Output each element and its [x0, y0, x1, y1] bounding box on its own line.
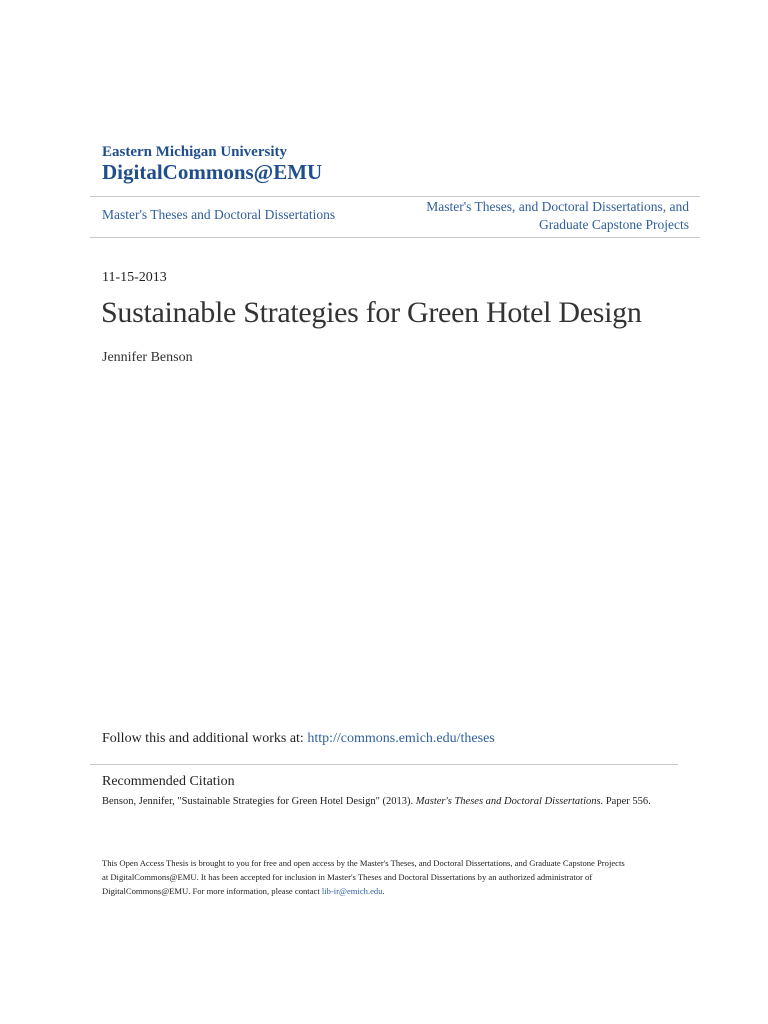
collection-link-line-1[interactable]: Master's Theses, and Doctoral Dissertations, and: [426, 199, 689, 214]
publication-date: 11-15-2013: [102, 270, 167, 285]
header-divider-top: [90, 196, 700, 197]
follow-line: [102, 731, 495, 747]
citation-prefix: Benson, Jennifer, "Sustainable Strategies for Green Hotel Design" (2013).: [102, 796, 416, 807]
author-name: Jennifer Benson: [102, 350, 193, 365]
statement-line-2: at DigitalCommons@EMU. It has been accepted for inclusion in Master's Theses and Doctoral Dissertations by an authorized administrator of: [102, 872, 593, 882]
repository-name[interactable]: DigitalCommons@EMU: [102, 160, 323, 184]
access-statement: [102, 856, 682, 898]
citation-divider: [90, 764, 678, 765]
citation-heading: Recommended Citation: [102, 774, 235, 789]
citation-text: [102, 796, 651, 807]
statement-line-3-suffix: .: [382, 886, 385, 896]
citation-series: Master's Theses and Doctoral Dissertations.: [415, 796, 604, 807]
citation-suffix: Paper 556.: [603, 796, 651, 807]
contact-email-link[interactable]: lib-ir@emich.edu: [321, 886, 383, 896]
statement-line-3: [102, 884, 682, 898]
statement-line-3-prefix: DigitalCommons@EMU. For more information, please contact: [102, 886, 322, 896]
document-title: Sustainable Strategies for Green Hotel Design: [101, 296, 642, 329]
header-divider-bottom: [90, 237, 700, 238]
collection-link-line-2[interactable]: Graduate Capstone Projects: [539, 217, 689, 232]
series-link[interactable]: Master's Theses and Doctoral Dissertations: [102, 207, 336, 222]
institution-name: Eastern Michigan University: [102, 144, 287, 160]
collection-link[interactable]: [389, 198, 689, 234]
follow-url-link[interactable]: http://commons.emich.edu/theses: [307, 731, 495, 746]
statement-line-1: This Open Access Thesis is brought to you for free and open access by the Master's Theses, and Doctoral Dissertations, and Graduate Capstone Projects: [102, 858, 625, 868]
follow-label: Follow this and additional works at:: [102, 731, 308, 746]
